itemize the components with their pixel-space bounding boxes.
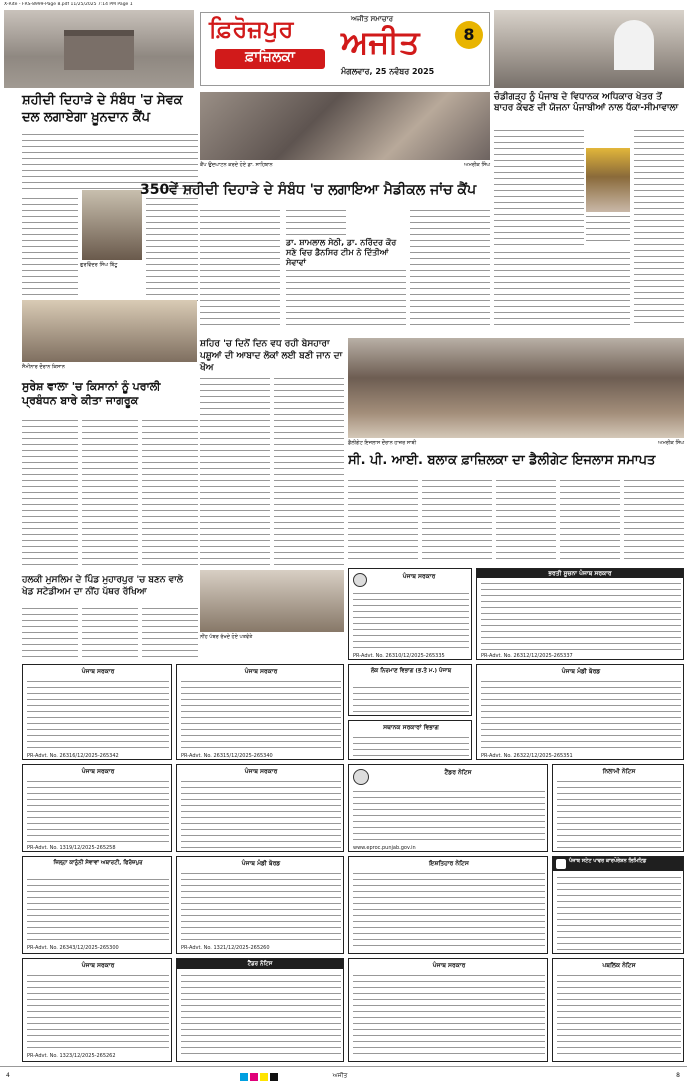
ad-public-notice-body: [557, 973, 681, 1059]
masthead-title-block: [200, 12, 490, 86]
ad2-body: [27, 679, 169, 751]
ad9-title: ਪੰਜਾਬ ਸਰਕਾਰ: [81, 962, 115, 969]
ad5-title: ਪੰਜਾਬ ਸਰਕਾਰ: [81, 768, 115, 775]
ad-lok-nirman-title: ਲੋਕ ਨਿਰਮਾਣ ਵਿਭਾਗ (ਭ.ਤੇ ਮ.) ਪੰਜਾਬ: [370, 668, 452, 674]
memorial-dome: [614, 20, 654, 70]
ad11-title: ਪੰਜਾਬ ਸਰਕਾਰ: [432, 962, 466, 969]
ad-manpower-number: PR-Advt. No. 26312/12/2025-265337: [481, 653, 573, 659]
story1-body-col1: [22, 196, 78, 306]
ad-auction: [552, 764, 684, 852]
ad1-body: [353, 591, 469, 651]
masthead-city: ਫ਼ਿਰੋਜ਼ਪੁਰ: [209, 15, 294, 43]
story7-body-col2: [82, 606, 138, 662]
story1-headline: ਸ਼ਹੀਦੀ ਦਿਹਾੜੇ ਦੇ ਸੰਬੰਧ 'ਚ ਸੇਵਕ ਦਲ ਲਗਾਏਗਾ ਖ਼ੂਨਦਾਨ ਕੈਂਪ: [22, 93, 183, 125]
ad5-body: [27, 779, 169, 843]
masthead-date: ਮੰਗਲਵਾਰ, 25 ਨਵੰਬਰ 2025: [341, 67, 435, 76]
ad-mandi-board-1: [476, 664, 684, 760]
ad-pspcl-body: [557, 875, 681, 951]
story2-photo-caption: ਕੈਂਪ ਉਦਘਾਟਨ ਕਰਦੇ ਹੋਏ ਡਾ. ਸਾਹਿਬਾਨ: [200, 162, 273, 168]
ad-public-notice-title: ਪਬਲਿਕ ਨੋਟਿਸ: [602, 962, 636, 969]
ad-punjab-sarkar-7: [348, 958, 548, 1062]
ad3-number: PR-Advt. No. 26315/12/2025-265340: [181, 753, 273, 759]
story5-headline: ਸੁਰੇਸ਼ ਵਾਲਾ 'ਚ ਕਿਸਾਨਾਂ ਨੂੰ ਪਰਾਲੀ ਪ੍ਰਬੰਧਨ ਬਾਰੇ ਕੀਤਾ ਜਾਗਰੂਕ: [22, 380, 161, 407]
story7-photo-caption: ਨੀਂਹ ਪੱਥਰ ਰੱਖਦੇ ਹੋਏ ਪਤਵੰਤੇ: [200, 634, 253, 640]
story8-body-col5: [624, 478, 684, 563]
story8-photo-caption: ਡੈਲੀਗੇਟ ਇਜਲਾਸ ਦੌਰਾਨ ਹਾਜ਼ਰ ਸਾਥੀ: [348, 440, 417, 446]
ad-public-notice: [552, 958, 684, 1062]
ad-ikhtihar-title: ਇਸ਼ਤਿਹਾਰ ਨੋਟਿਸ: [429, 860, 469, 867]
punjab-seal-icon: [353, 573, 367, 587]
ad-local-gov-body: [353, 735, 469, 757]
ad1-number: PR-Advt. No. 26310/12/2025-265335: [353, 653, 445, 659]
ad-district-legal: [22, 856, 172, 954]
story2-credit: ਅਮਰੀਕ ਸਿੰਘ: [464, 162, 490, 168]
ad4-title: ਪੰਜਾਬ ਮੰਡੀ ਬੋਰਡ: [561, 668, 601, 675]
story8-group-photo: [348, 338, 684, 438]
ad-lok-nirman: [348, 664, 472, 716]
masthead-paper-small: ਅਜੀਤ ਸਮਾਚਾਰ: [351, 15, 393, 23]
story7-body-col3: [142, 606, 198, 662]
ad-tender-1: [348, 764, 548, 852]
page-number-badge: 8: [455, 21, 483, 49]
ad-local-gov: [348, 720, 472, 760]
story2-body-col1: [200, 208, 280, 328]
cmyk-cyan-swatch: [240, 1073, 248, 1081]
cmyk-yellow-swatch: [260, 1073, 268, 1081]
pspcl-logo-icon: [556, 859, 566, 869]
footer-middle: ਅਜੀਤ: [332, 1072, 348, 1079]
story8-body-col2: [422, 478, 492, 563]
ad-auction-body: [557, 779, 681, 849]
ad-punjab-sarkar-2: [22, 664, 172, 760]
story6-headline: ਸ਼ਹਿਰ 'ਚ ਦਿਨੋਂ ਦਿਨ ਵਧ ਰਹੀ ਬੇਸਹਾਰਾ ਪਸ਼ੂਆਂ ਦੀ ਆਬਾਦ ਲੋਕਾਂ ਲਈ ਬਣੀ ਜਾਨ ਦਾ ਖੌਅ: [200, 339, 343, 373]
ad-ikhtihar: [348, 856, 548, 954]
ad-pspcl-header: [553, 857, 683, 871]
story3-headline: ਚੰਡੀਗੜ੍ਹ ਨੂੰ ਪੰਜਾਬ ਦੇ ਵਿਧਾਨਕ ਅਧਿਕਾਰ ਖੇਤਰ ਤੋਂ ਬਾਹਰ ਕੱਢਣ ਦੀ ਯੋਜਨਾ ਪੰਜਾਬੀਆਂ ਨਾਲ ਧੱਕਾ-ਸੀਮਾਵਾਲਾ: [494, 92, 679, 113]
ad3-title: ਪੰਜਾਬ ਸਰਕਾਰ: [244, 668, 278, 675]
story8-body-col3: [496, 478, 556, 563]
ad7-website: www.eproc.punjab.gov.in: [353, 845, 416, 851]
ad-pspcl-title: ਪੰਜਾਬ ਸਟੇਟ ਪਾਵਰ ਕਾਰਪੋਰੇਸ਼ਨ ਲਿਮਿਟਿਡ: [569, 858, 647, 864]
ad-punjab-sarkar-4: [22, 764, 172, 852]
story3-body-col4: [494, 250, 630, 330]
ad-manpower: [476, 568, 684, 660]
story4-subhead: ਡਾ. ਸ਼ਾਮਲਾਲ ਸੇਠੀ, ਡਾ. ਨਰਿੰਦਰ ਕੌਰ ਸਣੇ ਵਿਚ ਡੈਨਸਿਰ ਟੀਮ ਨੇ ਦਿੱਤੀਆਂ ਸੇਵਾਵਾਂ: [286, 238, 397, 267]
ad4-number: PR-Advt. No. 26322/12/2025-265351: [481, 753, 573, 759]
ad-punjab-sarkar-3: [176, 664, 344, 760]
story5-body-col3: [142, 418, 198, 568]
story1-portrait-caption: ਗੁਰਵਿੰਦਰ ਸਿੰਘ ਬਿੱਟੂ: [80, 262, 118, 268]
cmyk-magenta-swatch: [250, 1073, 258, 1081]
story5-body-col1: [22, 418, 78, 568]
department-seal-icon: [353, 769, 369, 785]
cmyk-black-swatch: [270, 1073, 278, 1081]
ad10-title: ਟੈਂਡਰ ਨੋਟਿਸ: [177, 959, 343, 969]
ad-lok-nirman-body: [353, 685, 469, 713]
story3-body-col2: [586, 214, 630, 244]
story8-body-col4: [560, 478, 620, 563]
ad8-number: PR-Advt. No. 1321/12/2025-265260: [181, 945, 270, 951]
ad1-title: ਪੰਜਾਬ ਸਰਕਾਰ: [402, 573, 436, 580]
ad-mandi-board-2: [176, 856, 344, 954]
ad-auction-title: ਨਿਲਾਮੀ ਨੋਟਿਸ: [602, 768, 636, 775]
masthead-paper-name: ਅਜੀਤ: [341, 23, 420, 61]
ad-ikhtihar-body: [353, 871, 545, 951]
ad8-body: [181, 871, 341, 943]
ad-local-gov-title: ਸਥਾਨਕ ਸਰਕਾਰਾਂ ਵਿਭਾਗ: [383, 724, 439, 731]
ad-punjab-sarkar-5: [176, 764, 344, 852]
print-info: X-Rite - FRS-8999-Page 8.pdf 11/25/2025 7:14 PM Page 1: [4, 2, 133, 7]
masthead-region: ਫ਼ਾਜ਼ਿਲਕਾ: [215, 49, 325, 69]
ad-tender-2: [176, 958, 344, 1062]
ad-district-title: ਜ਼ਿਲ੍ਹਾ ਕਾਨੂੰਨੀ ਸੇਵਾਵਾਂ ਅਥਾਰਟੀ, ਫਿਰੋਜ਼ਪੁਰ: [53, 860, 143, 866]
ad10-body: [181, 973, 341, 1059]
ad-manpower-title: ਭਰਤੀ ਸੂਚਨਾ ਪੰਜਾਬ ਸਰਕਾਰ: [477, 569, 683, 578]
ad-district-body: [27, 877, 169, 943]
ad9-number: PR-Advt. No. 1323/12/2025-265262: [27, 1053, 116, 1059]
meeting-photo-caption: ਸੈਮੀਨਾਰ ਦੌਰਾਨ ਕਿਸਾਨ: [22, 364, 65, 370]
story6-body-col1: [200, 376, 270, 566]
ad2-title: ਪੰਜਾਬ ਸਰਕਾਰ: [81, 668, 115, 675]
story1-body-col2: [146, 196, 198, 306]
ad2-number: PR-Advt. No. 26316/12/2025-265342: [27, 753, 119, 759]
story7-body-col1: [22, 606, 78, 662]
story2-headline: 350ਵੇਂ ਸ਼ਹੀਦੀ ਦਿਹਾੜੇ ਦੇ ਸੰਬੰਧ 'ਚ ਲਗਾਇਆ ਮੈਡੀਕਲ ਜਾਂਚ ਕੈਂਪ: [140, 182, 477, 198]
story3-body-col1: [494, 128, 584, 248]
story3-body-col3: [634, 128, 684, 328]
ad-district-number: PR-Advt. No. 26343/12/2025-265300: [27, 945, 119, 951]
story2-photo: [200, 92, 490, 160]
story8-body-col1: [348, 478, 418, 563]
story2-body-col2a: [286, 208, 346, 238]
story7-photo: [200, 570, 344, 632]
ad-punjab-sarkar-6: [22, 958, 172, 1062]
ad9-body: [27, 973, 169, 1051]
story6-body-col2: [274, 376, 344, 566]
ad-punjab-sarkar-1: [348, 568, 472, 660]
story8-headline: ਸੀ. ਪੀ. ਆਈ. ਬਲਾਕ ਫ਼ਾਜ਼ਿਲਕਾ ਦਾ ਡੈਲੀਗੇਟ ਇਜਲਾਸ ਸਮਾਪਤ: [348, 453, 656, 468]
ad11-body: [353, 973, 545, 1059]
ad5-number: PR-Advt. No. 1319/12/2025-265258: [27, 845, 116, 851]
ad6-title: ਪੰਜਾਬ ਸਰਕਾਰ: [244, 768, 278, 775]
story3-portrait: [586, 148, 630, 212]
footer-left: 4: [6, 1072, 10, 1079]
story8-credit: ਅਮਰੀਕ ਸਿੰਘ: [658, 440, 684, 446]
footer-bar: [0, 1066, 687, 1088]
masthead-left-photo: [4, 10, 194, 88]
story5-body-col2: [82, 418, 138, 568]
masthead-right-photo: [494, 10, 684, 88]
ad-pspcl: [552, 856, 684, 954]
gurdwara-building: [64, 30, 134, 70]
ad7-body: [353, 789, 545, 843]
ad8-title: ਪੰਜਾਬ ਮੰਡੀ ਬੋਰਡ: [241, 860, 281, 867]
ad3-body: [181, 679, 341, 751]
story2-body-col2b: [286, 268, 406, 328]
footer-right: 8: [676, 1072, 680, 1079]
meeting-photo: [22, 300, 197, 362]
masthead: [0, 10, 687, 90]
ad6-body: [181, 779, 341, 851]
ad7-title: ਟੈਂਡਰ ਨੋਟਿਸ: [444, 769, 472, 776]
story1-portrait: [82, 190, 142, 260]
story2-body-col3: [410, 208, 490, 328]
ad-manpower-body: [481, 581, 681, 651]
story7-headline: ਹਲਕੀ ਮੁਸਲਿਮ ਦੇ ਪਿੰਡ ਮੁਹਾਰਪੁਰ 'ਚ ਬਣਨ ਵਾਲੇ ਖੇਡ ਸਟੇਡੀਅਮ ਦਾ ਨੀਂਹ ਪੱਥਰ ਰੱਖਿਆ: [22, 575, 183, 597]
ad4-body: [481, 679, 681, 751]
